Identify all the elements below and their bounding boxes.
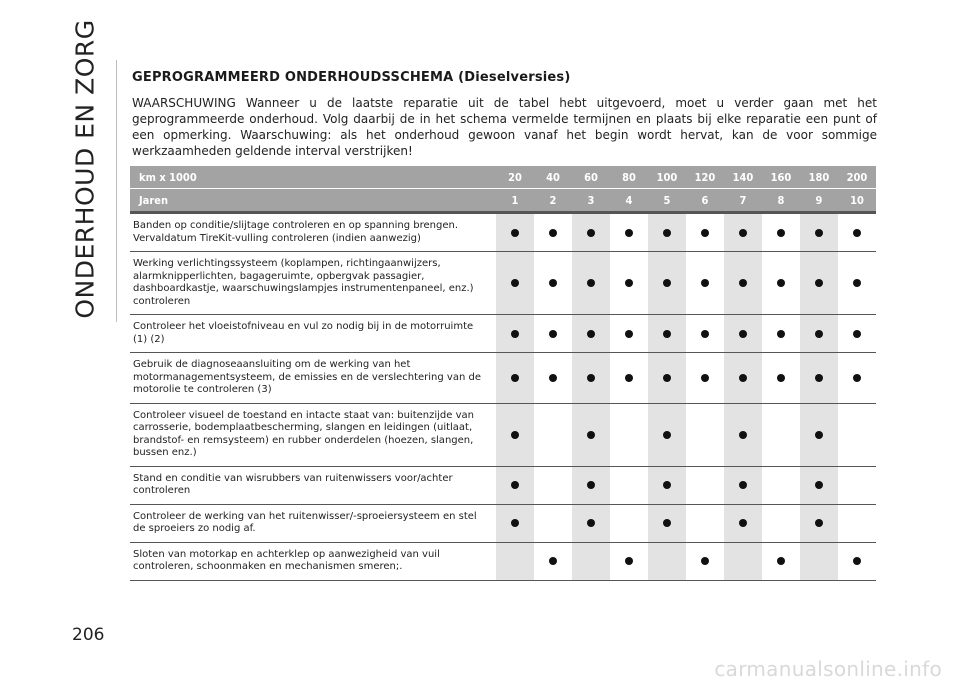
schedule-cell xyxy=(572,467,610,504)
row-description: Banden op conditie/slijtage controleren en op spanning brengen. Vervaldatum TireKit-vulling controleren (indien aanwezig) xyxy=(133,220,458,244)
bullet-dot-icon xyxy=(511,481,519,489)
schedule-cell xyxy=(800,315,838,352)
schedule-cell xyxy=(724,315,762,352)
table-row xyxy=(130,353,876,404)
schedule-cell xyxy=(762,353,800,403)
schedule-cell xyxy=(610,467,648,504)
schedule-cell xyxy=(534,252,572,314)
bullet-dot-icon xyxy=(739,229,747,237)
km-header-cell-6: 140 xyxy=(732,170,754,184)
schedule-cell xyxy=(648,315,686,352)
table-row xyxy=(130,404,876,467)
schedule-cell xyxy=(572,252,610,314)
side-divider xyxy=(116,60,117,322)
years-header-cell-8: 9 xyxy=(815,193,823,207)
schedule-cell xyxy=(800,404,838,466)
bullet-dot-icon xyxy=(587,229,595,237)
years-header-cells xyxy=(496,189,876,211)
bullet-dot-icon xyxy=(587,279,595,287)
years-header-cell-3: 4 xyxy=(625,193,633,207)
bullet-dot-icon xyxy=(701,229,709,237)
bullet-dot-icon xyxy=(853,374,861,382)
bullet-dot-icon xyxy=(853,557,861,565)
schedule-cell xyxy=(648,467,686,504)
bullet-dot-icon xyxy=(739,519,747,527)
bullet-dot-icon xyxy=(777,229,785,237)
bullet-dot-icon xyxy=(701,330,709,338)
schedule-cell xyxy=(496,252,534,314)
table-row xyxy=(130,213,876,252)
schedule-cell xyxy=(724,404,762,466)
bullet-dot-icon xyxy=(815,431,823,439)
row-description: Stand en conditie van wisrubbers van ruitenwissers voor/achter controleren xyxy=(133,472,453,496)
schedule-cell xyxy=(838,404,876,466)
section-title: GEPROGRAMMEERD ONDERHOUDSSCHEMA (Dieselversies) xyxy=(132,70,571,85)
schedule-cell xyxy=(610,505,648,542)
bullet-dot-icon xyxy=(777,374,785,382)
bullet-dot-icon xyxy=(511,519,519,527)
schedule-cell xyxy=(496,467,534,504)
bullet-dot-icon xyxy=(853,330,861,338)
schedule-cell xyxy=(724,543,762,580)
bullet-dot-icon xyxy=(777,557,785,565)
years-header-cell-7: 8 xyxy=(777,193,785,207)
schedule-cell xyxy=(496,315,534,352)
schedule-cell xyxy=(648,404,686,466)
bullet-dot-icon xyxy=(549,229,557,237)
schedule-cell xyxy=(800,214,838,251)
years-header-cell-9: 10 xyxy=(850,193,864,207)
table-row xyxy=(130,505,876,543)
bullet-dot-icon xyxy=(511,229,519,237)
schedule-cell xyxy=(648,252,686,314)
bullet-dot-icon xyxy=(549,374,557,382)
years-header-cell-2: 3 xyxy=(587,193,595,207)
km-header-label: km x 1000 xyxy=(139,170,197,184)
km-header-cells xyxy=(496,166,876,188)
years-header-cell-1: 2 xyxy=(549,193,557,207)
bullet-dot-icon xyxy=(587,481,595,489)
bullet-dot-icon xyxy=(587,330,595,338)
schedule-cell xyxy=(610,404,648,466)
years-header-cell-4: 5 xyxy=(663,193,671,207)
schedule-cell xyxy=(648,543,686,580)
bullet-dot-icon xyxy=(625,229,633,237)
schedule-cell xyxy=(496,543,534,580)
schedule-cell xyxy=(610,214,648,251)
schedule-cell xyxy=(534,214,572,251)
bullet-dot-icon xyxy=(625,557,633,565)
bullet-dot-icon xyxy=(625,279,633,287)
schedule-cell xyxy=(496,505,534,542)
bullet-dot-icon xyxy=(625,374,633,382)
schedule-cell xyxy=(572,543,610,580)
bullet-dot-icon xyxy=(815,481,823,489)
bullet-dot-icon xyxy=(511,279,519,287)
warning-paragraph: WAARSCHUWING Wanneer u de laatste reparatie uit de tabel hebt uitgevoerd, moet u verder gaan met het geprogrammeerde onderhoud. Volg daarbij de in het schema vermelde termijnen en plaats bij elke reparatie een punt of een opmerking. Waarschuwing: als het onderhoud gewoon vanaf het begin wordt hervat, kan de voor sommige werkzaamheden geldende interval verstrijken! xyxy=(132,96,877,158)
bullet-dot-icon xyxy=(587,431,595,439)
schedule-cell xyxy=(800,543,838,580)
schedule-cell xyxy=(838,543,876,580)
schedule-cell xyxy=(572,404,610,466)
years-header-cell-5: 6 xyxy=(701,193,709,207)
years-header-row xyxy=(130,188,876,211)
schedule-cell xyxy=(496,214,534,251)
schedule-cell xyxy=(686,353,724,403)
schedule-cell xyxy=(838,214,876,251)
schedule-cell xyxy=(800,252,838,314)
bullet-dot-icon xyxy=(777,330,785,338)
km-header-cell-5: 120 xyxy=(694,170,716,184)
bullet-dot-icon xyxy=(739,279,747,287)
bullet-dot-icon xyxy=(587,374,595,382)
schedule-cell xyxy=(724,252,762,314)
row-description: Gebruik de diagnoseaansluiting om de werking van het motormanagementsysteem, de emissies en de verslechtering van de motorolie te controleren (3) xyxy=(133,359,481,395)
schedule-cell xyxy=(610,543,648,580)
schedule-cell xyxy=(838,315,876,352)
bullet-dot-icon xyxy=(739,431,747,439)
bullet-dot-icon xyxy=(549,557,557,565)
schedule-cell xyxy=(800,353,838,403)
km-header-row xyxy=(130,166,876,188)
bullet-dot-icon xyxy=(701,279,709,287)
bullet-dot-icon xyxy=(663,374,671,382)
schedule-cell xyxy=(686,214,724,251)
schedule-cell xyxy=(724,505,762,542)
bullet-dot-icon xyxy=(549,279,557,287)
schedule-cell xyxy=(800,467,838,504)
schedule-cell xyxy=(762,252,800,314)
schedule-cell xyxy=(838,467,876,504)
bullet-dot-icon xyxy=(853,279,861,287)
years-header-cell-6: 7 xyxy=(739,193,747,207)
schedule-cell xyxy=(686,404,724,466)
schedule-cell xyxy=(686,315,724,352)
schedule-cell xyxy=(686,505,724,542)
bullet-dot-icon xyxy=(815,519,823,527)
row-description: Controleer visueel de toestand en intacte staat van: buitenzijde van carrosserie, bodemplaatbescherming, slangen en leidingen (uitlaat, brandstof- en remsysteem) en rubber onderdelen (hoezen, slangen, bussen enz.) xyxy=(133,409,474,458)
km-header-cell-7: 160 xyxy=(770,170,792,184)
schedule-cell xyxy=(534,467,572,504)
bullet-dot-icon xyxy=(815,229,823,237)
bullet-dot-icon xyxy=(549,330,557,338)
row-description: Sloten van motorkap en achterklep op aanwezigheid van vuil controleren, schoonmaken en mechanismen smeren;. xyxy=(133,548,440,572)
schedule-cell xyxy=(686,467,724,504)
schedule-cell xyxy=(534,505,572,542)
km-header-cell-1: 40 xyxy=(546,170,560,184)
side-chapter-title xyxy=(60,19,110,319)
bullet-dot-icon xyxy=(815,279,823,287)
table-row xyxy=(130,543,876,581)
table-row xyxy=(130,315,876,353)
schedule-cell xyxy=(572,315,610,352)
schedule-cell xyxy=(838,505,876,542)
bullet-dot-icon xyxy=(701,374,709,382)
km-header-cell-9: 200 xyxy=(846,170,868,184)
bullet-dot-icon xyxy=(815,374,823,382)
km-header-cell-2: 60 xyxy=(584,170,598,184)
bullet-dot-icon xyxy=(663,279,671,287)
schedule-cell xyxy=(610,315,648,352)
schedule-cell xyxy=(762,404,800,466)
page-number: 206 xyxy=(72,625,105,645)
km-header-cell-4: 100 xyxy=(656,170,678,184)
bullet-dot-icon xyxy=(777,279,785,287)
km-header-cell-0: 20 xyxy=(508,170,522,184)
watermark: carmanualsonline.info xyxy=(714,657,942,681)
row-description: Controleer de werking van het ruitenwisser/-sproeiersysteem en stel de sproeiers zo nodig af. xyxy=(133,510,477,534)
years-header-label: Jaren xyxy=(139,193,168,207)
schedule-cell xyxy=(762,505,800,542)
schedule-cell xyxy=(724,214,762,251)
schedule-cell xyxy=(534,353,572,403)
schedule-cell xyxy=(762,214,800,251)
schedule-cell xyxy=(572,214,610,251)
schedule-cell xyxy=(496,353,534,403)
bullet-dot-icon xyxy=(511,330,519,338)
bullet-dot-icon xyxy=(701,557,709,565)
schedule-cell xyxy=(648,353,686,403)
km-header-cell-8: 180 xyxy=(808,170,830,184)
schedule-cell xyxy=(838,252,876,314)
bullet-dot-icon xyxy=(587,519,595,527)
table-row xyxy=(130,467,876,505)
bullet-dot-icon xyxy=(739,330,747,338)
bullet-dot-icon xyxy=(663,481,671,489)
schedule-cell xyxy=(724,353,762,403)
bullet-dot-icon xyxy=(625,330,633,338)
schedule-cell xyxy=(572,353,610,403)
table-body xyxy=(130,211,876,581)
bullet-dot-icon xyxy=(853,229,861,237)
schedule-cell xyxy=(800,505,838,542)
schedule-cell xyxy=(686,252,724,314)
schedule-cell xyxy=(686,543,724,580)
bullet-dot-icon xyxy=(663,229,671,237)
schedule-cell xyxy=(610,252,648,314)
schedule-cell xyxy=(610,353,648,403)
schedule-cell xyxy=(648,505,686,542)
bullet-dot-icon xyxy=(739,374,747,382)
row-description: Werking verlichtingssysteem (koplampen, richtingaanwijzers, alarmknipperlichten, bagageruimte, opbergvak passagier, dashboardkastje, waarschuwingslampjes instrumentenpaneel, enz.) controleren xyxy=(133,258,474,307)
schedule-cell xyxy=(496,404,534,466)
bullet-dot-icon xyxy=(663,330,671,338)
schedule-cell xyxy=(534,315,572,352)
row-description: Controleer het vloeistofniveau en vul zo nodig bij in de motorruimte (1) (2) xyxy=(133,321,474,345)
schedule-cell xyxy=(762,543,800,580)
schedule-cell xyxy=(572,505,610,542)
bullet-dot-icon xyxy=(511,374,519,382)
table-row xyxy=(130,252,876,315)
schedule-cell xyxy=(762,315,800,352)
bullet-dot-icon xyxy=(663,431,671,439)
schedule-cell xyxy=(534,543,572,580)
years-header-cell-0: 1 xyxy=(511,193,519,207)
schedule-cell xyxy=(648,214,686,251)
bullet-dot-icon xyxy=(511,431,519,439)
bullet-dot-icon xyxy=(815,330,823,338)
maintenance-schedule-table xyxy=(130,166,876,581)
schedule-cell xyxy=(838,353,876,403)
bullet-dot-icon xyxy=(739,481,747,489)
schedule-cell xyxy=(724,467,762,504)
schedule-cell xyxy=(534,404,572,466)
side-chapter-title-text: ONDERHOUD EN ZORG xyxy=(70,19,100,319)
km-header-cell-3: 80 xyxy=(622,170,636,184)
bullet-dot-icon xyxy=(663,519,671,527)
schedule-cell xyxy=(762,467,800,504)
